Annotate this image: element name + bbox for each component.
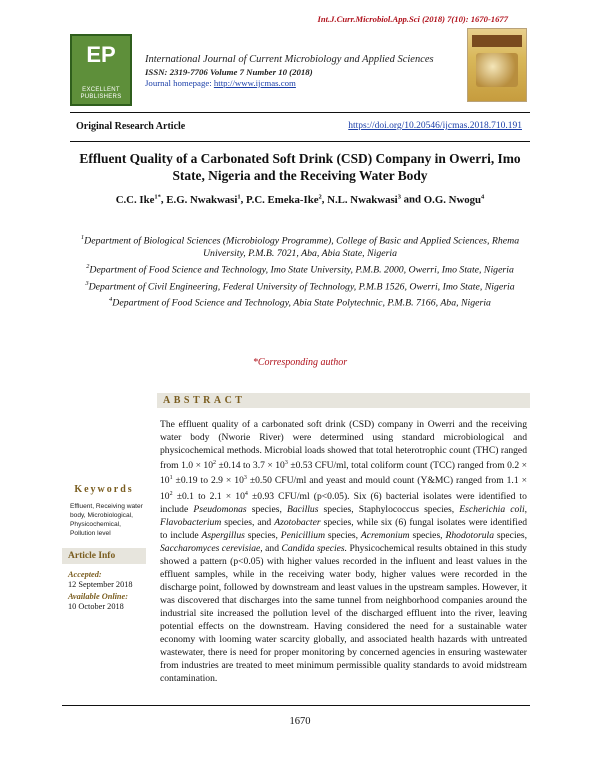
available-online-label: Available Online: bbox=[68, 592, 128, 601]
author: N.L. Nwakwasi$^3$ bbox=[327, 193, 401, 206]
accepted-label: Accepted: bbox=[68, 570, 102, 579]
homepage-label: Journal homepage: bbox=[145, 78, 214, 88]
keywords-list: Effluent, Receiving water body, Microbiological, Physicochemical, Pollution level bbox=[70, 503, 143, 537]
author: P.C. Emeka-Ike$^2$ bbox=[246, 193, 322, 206]
page-number: 1670 bbox=[289, 716, 311, 727]
article-dates bbox=[62, 570, 146, 612]
author: C.C. Ike$^{1*}$ bbox=[115, 193, 161, 206]
doi-link[interactable]: https://doi.org/10.20546/ijcmas.2018.710.191 bbox=[348, 121, 522, 131]
available-online-date: 10 October 2018 bbox=[68, 602, 124, 611]
issn-volume: ISSN: 2319-7706 Volume 7 Number 10 (2018) bbox=[145, 67, 313, 77]
cover-image bbox=[476, 53, 518, 87]
author: O.G. Nwogu$^4$ bbox=[423, 193, 485, 206]
homepage-link[interactable]: http://www.ijcmas.com bbox=[213, 78, 296, 88]
footer-rule bbox=[62, 705, 530, 706]
cover-band bbox=[472, 35, 522, 47]
logo-letters: EP bbox=[86, 42, 116, 67]
article-sidebar bbox=[62, 484, 146, 612]
abstract-heading-bar bbox=[157, 393, 530, 408]
header-rule-top bbox=[70, 112, 530, 113]
accepted-date: 12 September 2018 bbox=[68, 580, 133, 589]
abstract-heading: ABSTRACT bbox=[163, 395, 246, 406]
affiliation: $^1$Department of Biological Sciences (Microbiology Programme), College of Basic and Applied Sciences, Rhema University, P.M.B. 7021, Aba, Abia State, Nigeria bbox=[80, 234, 520, 260]
affiliation: $^4$Department of Food Science and Technology, Abia State Polytechnic, P.M.B. 7166, Aba, Nigeria bbox=[109, 296, 491, 309]
publisher-logo bbox=[70, 34, 132, 106]
abstract-text: The effluent quality of a carbonated soft drink (CSD) company in Owerri and the receiving water body (Nworie River) were determined using standard microbiological and physicochemical methods. Microbial loads showed that total heterotrophic count (THC) ranged from $1.0 \times 10^2 \pm 0.14$ to $3.7 \times 10^3 \pm 0.53$ CFU/ml, total coliform count (TCC) ranged from $0.2 \times 10^1 \pm 0.19$ to $2.9 \times 10^3 \pm 0.50$ CFU/ml and yeast and mould count (Y&MC) ranged from $1.1 \times 10^2 \pm 0.1$ to $2.1 \times 10^4 \pm 0.93$ CFU/ml (p<0.05). Six (6) bacterial isolates were identified to include Pseudomonas species, Bacillus species, Staphylococcus species, Escherichia coli, Flavobacterium species, and Azotobacter species, while six (6) fungal isolates were identified to include Aspergillus species, Penicillium species, Acremonium species, Rhodotorula species, Saccharomyces cerevisiae, and Candida species. Physicochemical results obtained in this study showed a pattern (p<0.05) with higher values recorded in the influent and least values in the effluent samples, while in the receiving water body, higher values were recorded in the discharge point, followed by downstream and least values in the upstream samples. However, it was discovered that discharges into the same tunnel from neighborhood companies around the industrial site increased the pollution level of the discharged effluent into the river, leaving potential effects on the downstream. Having considered the need for a sustainable water economy with looming water scarcity globally, and associated health hazards with untreated wastewater, there is need for proper monitoring by concerned agencies in ensuring wastewater from industries are treated to meet minimum permissible quality standards to avoid midstream contamination. bbox=[160, 419, 528, 685]
author-list: C.C. Ike$^{1*}$, E.G. Nwakwasi$^1$, P.C. Emeka-Ike$^2$, N.L. Nwakwasi$^3$ and O.G. Nwogu$^4$ bbox=[115, 193, 485, 206]
affiliations bbox=[70, 231, 530, 310]
logo-caption: EXCELLENT PUBLISHERS bbox=[80, 87, 122, 100]
author: E.G. Nwakwasi$^1$ bbox=[166, 193, 241, 206]
header-rule-bottom bbox=[70, 141, 530, 142]
affiliation: $^2$Department of Food Science and Technology, Imo State University, P.M.B. 2000, Owerri, Imo State, Nigeria bbox=[86, 263, 514, 276]
journal-cover-thumbnail bbox=[467, 28, 527, 102]
corresponding-author-note: *Corresponding author bbox=[252, 357, 348, 368]
keywords-heading: Keywords bbox=[74, 484, 134, 495]
affiliation: $^3$Department of Civil Engineering, Federal University of Technology, P.M.B 1526, Owerri, Imo State, Nigeria bbox=[85, 279, 515, 293]
article-type: Original Research Article bbox=[76, 121, 186, 132]
article-info-heading: Article Info bbox=[62, 548, 146, 564]
journal-homepage bbox=[145, 78, 296, 88]
journal-name: International Journal of Current Microbiology and Applied Sciences bbox=[145, 54, 434, 65]
journal-citation: Int.J.Curr.Microbiol.App.Sci (2018) 7(10): 1670-1677 bbox=[317, 14, 508, 24]
paper-title: Effluent Quality of a Carbonated Soft Drink (CSD) Company in Owerri, Imo State, Nigeria and the Receiving Water Body bbox=[79, 151, 521, 183]
